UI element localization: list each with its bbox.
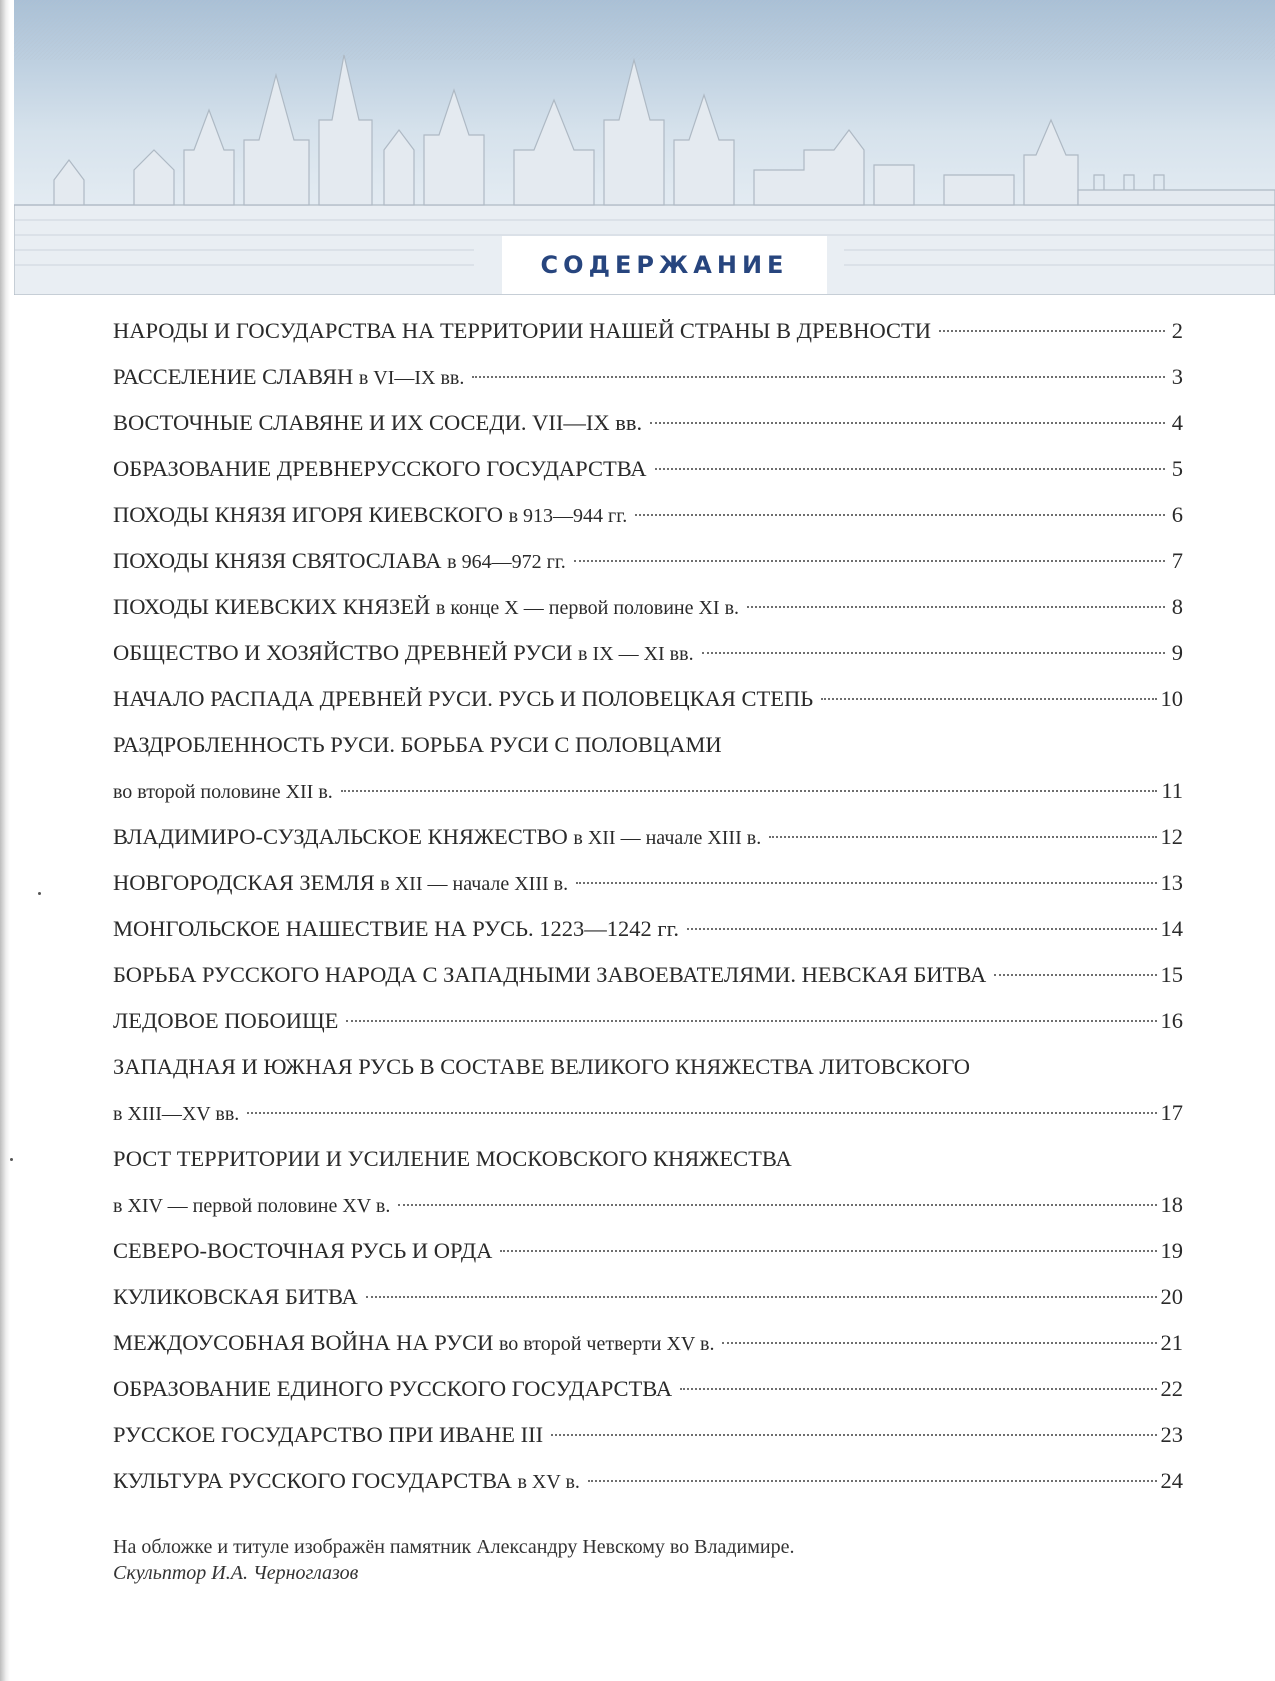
scan-speck [10, 1158, 13, 1161]
dot-leader [635, 514, 1165, 516]
toc-entry-main: РАССЕЛЕНИЕ СЛАВЯН [113, 364, 359, 389]
toc-entry-qualifier: в XII — начале XIII в. [380, 873, 569, 895]
toc-page-number: 12 [1160, 824, 1183, 849]
toc-page-number: 14 [1160, 916, 1183, 941]
page-left-edge [0, 0, 10, 1681]
page-title: СОДЕРЖАНИЕ [540, 251, 789, 279]
dot-leader [366, 1296, 1157, 1298]
dot-leader [680, 1388, 1156, 1390]
toc-entry-qualifier: в 913—944 гг. [508, 505, 628, 527]
dot-leader [472, 376, 1165, 378]
toc-entry-title [113, 906, 679, 952]
toc-entry[interactable] [113, 1366, 1183, 1412]
toc-entry-main: НОВГОРОДСКАЯ ЗЕМЛЯ [113, 870, 381, 895]
toc-entry-main: ВЛАДИМИРО-СУЗДАЛЬСКОЕ КНЯЖЕСТВО [113, 824, 574, 849]
toc-entry-title [113, 722, 722, 768]
toc-entry-main: НАРОДЫ И ГОСУДАРСТВА НА ТЕРРИТОРИИ НАШЕЙ СТРАНЫ В ДРЕВНОСТИ [113, 318, 931, 343]
footnote [113, 1534, 794, 1586]
toc-entry-main: КУЛИКОВСКАЯ БИТВА [113, 1284, 358, 1309]
footnote-author: Скульптор И.А. Черноглазов [113, 1562, 359, 1584]
toc-entry[interactable] [113, 952, 1183, 998]
toc-entry-title [113, 768, 333, 815]
toc-entry-main: РАЗДРОБЛЕННОСТЬ РУСИ. БОРЬБА РУСИ С ПОЛОВЦАМИ [113, 732, 722, 757]
toc-entry-title [113, 860, 568, 907]
toc-entry[interactable] [113, 1136, 1183, 1182]
dot-leader [574, 560, 1165, 562]
toc-page-number: 5 [1171, 456, 1183, 481]
toc-entry[interactable] [113, 906, 1183, 952]
toc-page-number: 21 [1160, 1330, 1183, 1355]
toc-entry-qualifier: во второй половине XII в. [113, 781, 333, 803]
toc-entry-title [113, 492, 627, 539]
toc-entry-qualifier: в IX — XI вв. [578, 643, 694, 665]
toc-entry-main: БОРЬБА РУССКОГО НАРОДА С ЗАПАДНЫМИ ЗАВОЕВАТЕЛЯМИ. НЕВСКАЯ БИТВА [113, 962, 987, 987]
toc-entry[interactable] [113, 400, 1183, 446]
dot-leader [650, 422, 1165, 424]
toc-page-number: 3 [1171, 364, 1183, 389]
dot-leader [247, 1112, 1156, 1114]
toc-entry-main: СЕВЕРО-ВОСТОЧНАЯ РУСЬ И ОРДА [113, 1238, 493, 1263]
toc-page-number: 19 [1160, 1238, 1183, 1263]
toc-entry[interactable] [113, 354, 1183, 400]
dot-leader [722, 1342, 1156, 1344]
toc-entry[interactable] [113, 630, 1183, 676]
toc-page-number: 18 [1160, 1192, 1183, 1217]
toc-entry-title [113, 354, 464, 401]
toc-entry-title [113, 1090, 239, 1137]
toc-entry-main: ОБЩЕСТВО И ХОЗЯЙСТВО ДРЕВНЕЙ РУСИ [113, 640, 579, 665]
toc-entry-qualifier: в XII — начале XIII в. [573, 827, 762, 849]
toc-entry[interactable] [113, 1274, 1183, 1320]
toc-entry-title [113, 998, 338, 1044]
toc-entry[interactable] [113, 446, 1183, 492]
toc-page-number: 4 [1171, 410, 1183, 435]
dot-leader [687, 928, 1157, 930]
toc-entry-main: РУССКОЕ ГОСУДАРСТВО ПРИ ИВАНЕ III [113, 1422, 544, 1447]
toc-entry[interactable] [113, 1182, 1183, 1228]
toc-page-number: 11 [1161, 778, 1183, 803]
toc-entry-title [113, 308, 931, 354]
toc-entry-main: ОБРАЗОВАНИЕ ЕДИНОГО РУССКОГО ГОСУДАРСТВА [113, 1376, 673, 1401]
toc-page-number: 2 [1171, 318, 1183, 343]
toc-entry-title [113, 400, 642, 446]
toc-page-number: 9 [1171, 640, 1183, 665]
toc-entry-qualifier: в XV в. [517, 1471, 580, 1493]
toc-entry-main: ПОХОДЫ КНЯЗЯ СВЯТОСЛАВА [113, 548, 448, 573]
toc-entry-main: ПОХОДЫ КНЯЗЯ ИГОРЯ КИЕВСКОГО [113, 502, 509, 527]
toc-page-number: 10 [1160, 686, 1183, 711]
dot-leader [341, 790, 1158, 792]
toc-entry-main: КУЛЬТУРА РУССКОГО ГОСУДАРСТВА [113, 1468, 518, 1493]
toc-entry-main: ОБРАЗОВАНИЕ ДРЕВНЕРУССКОГО ГОСУДАРСТВА [113, 456, 647, 481]
toc-entry[interactable] [113, 676, 1183, 722]
toc-entry-main: ВОСТОЧНЫЕ СЛАВЯНЕ И ИХ СОСЕДИ. VII—IX вв. [113, 410, 643, 435]
toc-entry-title [113, 1136, 792, 1182]
footnote-text: На обложке и титуле изображён памятник Александру Невскому во Владимире. [113, 1536, 795, 1558]
toc-entry-qualifier: во второй четверти XV в. [499, 1333, 715, 1355]
toc-entry[interactable] [113, 492, 1183, 538]
toc-page-number: 17 [1160, 1100, 1183, 1125]
toc-entry[interactable] [113, 860, 1183, 906]
title-box [502, 236, 827, 294]
toc-page-number: 22 [1160, 1376, 1183, 1401]
toc-entry[interactable] [113, 538, 1183, 584]
toc-entry-main: ЛЕДОВОЕ ПОБОИЩЕ [113, 1008, 339, 1033]
toc-entry-title [113, 952, 986, 998]
dot-leader [398, 1204, 1156, 1206]
toc-entry-title [113, 1044, 970, 1090]
dot-leader [994, 974, 1156, 976]
toc-page-number: 23 [1160, 1422, 1183, 1447]
toc-entry[interactable] [113, 722, 1183, 768]
toc-page-number: 15 [1160, 962, 1183, 987]
header-banner [14, 0, 1275, 295]
dot-leader [747, 606, 1165, 608]
dot-leader [702, 652, 1165, 654]
toc-entry-qualifier: в 964—972 гг. [447, 551, 566, 573]
toc-entry-title [113, 676, 813, 722]
dot-leader [500, 1250, 1156, 1252]
toc-page-number: 24 [1160, 1468, 1183, 1493]
toc-entry-main: РОСТ ТЕРРИТОРИИ И УСИЛЕНИЕ МОСКОВСКОГО КНЯЖЕСТВА [113, 1146, 792, 1171]
dot-leader [551, 1434, 1156, 1436]
toc-entry[interactable] [113, 1320, 1183, 1366]
toc-entry[interactable] [113, 308, 1183, 354]
toc-entry-qualifier: в XIV — первой половине XV в. [113, 1195, 391, 1217]
toc-entry-title [113, 1412, 543, 1458]
toc-entry-title [113, 1182, 390, 1229]
toc-entry[interactable] [113, 814, 1183, 860]
toc-entry-title [113, 446, 647, 492]
toc-entry-title [113, 630, 694, 677]
toc-entry-qualifier: в конце X — первой половине XI в. [435, 597, 740, 619]
toc-entry-title [113, 1228, 492, 1274]
dot-leader [576, 882, 1156, 884]
scan-speck [38, 892, 41, 895]
toc-entry-title [113, 1320, 714, 1367]
toc-page-number: 8 [1171, 594, 1183, 619]
toc-entry-title [113, 584, 739, 631]
toc-page-number: 7 [1171, 548, 1183, 573]
toc-entry[interactable] [113, 768, 1183, 814]
toc-entry-main: МЕЖДОУСОБНАЯ ВОЙНА НА РУСИ [113, 1330, 499, 1355]
toc-entry-qualifier: в VI—IX вв. [358, 367, 465, 389]
toc-page-number: 20 [1160, 1284, 1183, 1309]
toc-entry-main: НАЧАЛО РАСПАДА ДРЕВНЕЙ РУСИ. РУСЬ И ПОЛОВЕЦКАЯ СТЕПЬ [113, 686, 814, 711]
toc-entry[interactable] [113, 1090, 1183, 1136]
toc-entry-title [113, 1366, 672, 1412]
dot-leader [939, 330, 1165, 332]
toc-entry[interactable] [113, 1458, 1183, 1504]
toc-entry[interactable] [113, 1228, 1183, 1274]
toc-page-number: 16 [1160, 1008, 1183, 1033]
toc-entry[interactable] [113, 584, 1183, 630]
toc-entry-title [113, 814, 761, 861]
toc-entry[interactable] [113, 998, 1183, 1044]
toc-entry-main: ЗАПАДНАЯ И ЮЖНАЯ РУСЬ В СОСТАВЕ ВЕЛИКОГО КНЯЖЕСТВА ЛИТОВСКОГО [113, 1054, 971, 1079]
table-of-contents [113, 308, 1183, 1504]
toc-entry[interactable] [113, 1044, 1183, 1090]
dot-leader [769, 836, 1156, 838]
toc-entry[interactable] [113, 1412, 1183, 1458]
dot-leader [346, 1020, 1156, 1022]
toc-entry-main: МОНГОЛЬСКОЕ НАШЕСТВИЕ НА РУСЬ. 1223—1242 гг. [113, 916, 679, 941]
dot-leader [588, 1480, 1157, 1482]
toc-entry-title [113, 1458, 580, 1505]
dot-leader [655, 468, 1165, 470]
toc-entry-qualifier: в XIII—XV вв. [113, 1103, 240, 1125]
toc-entry-title [113, 538, 566, 585]
toc-entry-title [113, 1274, 358, 1320]
toc-entry-main: ПОХОДЫ КИЕВСКИХ КНЯЗЕЙ [113, 594, 436, 619]
toc-page-number: 13 [1160, 870, 1183, 895]
toc-page-number: 6 [1171, 502, 1183, 527]
dot-leader [821, 698, 1156, 700]
